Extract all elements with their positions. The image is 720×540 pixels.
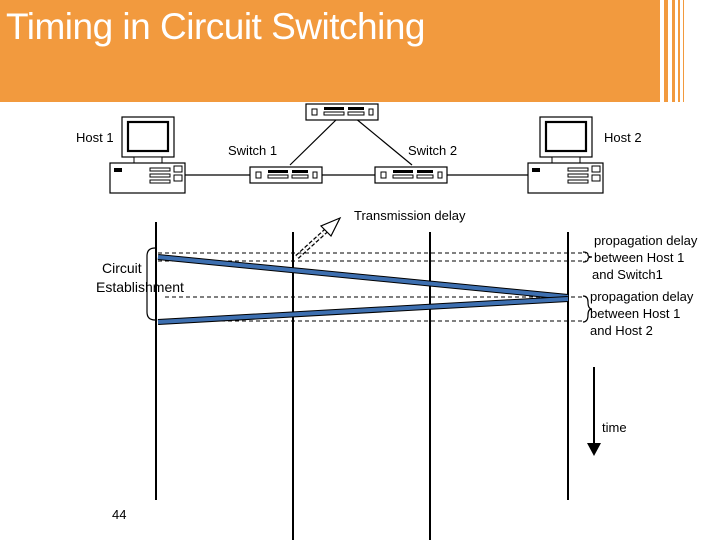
prop-delay-1-line3: and Switch1 — [592, 267, 663, 282]
switch2-label: Switch 2 — [408, 143, 458, 158]
prop-bracket-1 — [583, 252, 592, 262]
link-switch2-switch3 — [355, 118, 412, 165]
switch-icon — [306, 104, 378, 120]
time-arrow-icon — [587, 367, 601, 456]
switch-icon — [375, 167, 447, 183]
prop-delay-2-line2: between Host 1 — [590, 306, 681, 321]
circuit-label-line1: Circuit — [102, 260, 142, 276]
computer-icon — [528, 117, 603, 193]
prop-delay-1-line2: between Host 1 — [594, 250, 685, 265]
switch-icon — [250, 167, 322, 183]
computer-icon — [110, 117, 185, 193]
link-switch1-switch3 — [290, 118, 338, 165]
circuit-label-line2: Establishment — [96, 279, 184, 295]
switch1-label: Switch 1 — [228, 143, 278, 158]
host2-label: Host 2 — [604, 130, 642, 145]
time-label: time — [602, 420, 627, 435]
setup-signal — [158, 257, 568, 297]
prop-delay-1-line1: propagation delay — [594, 233, 698, 248]
transmission-delay-arrow — [297, 218, 340, 257]
transmission-delay-label: Transmission delay — [354, 208, 466, 223]
ack-signal — [158, 299, 568, 322]
prop-delay-2-line1: propagation delay — [590, 289, 694, 304]
host1-label: Host 1 — [76, 130, 114, 145]
slide-title: Timing in Circuit Switching — [6, 6, 425, 47]
page-number: 44 — [112, 507, 127, 522]
prop-delay-2-line3: and Host 2 — [590, 323, 653, 338]
